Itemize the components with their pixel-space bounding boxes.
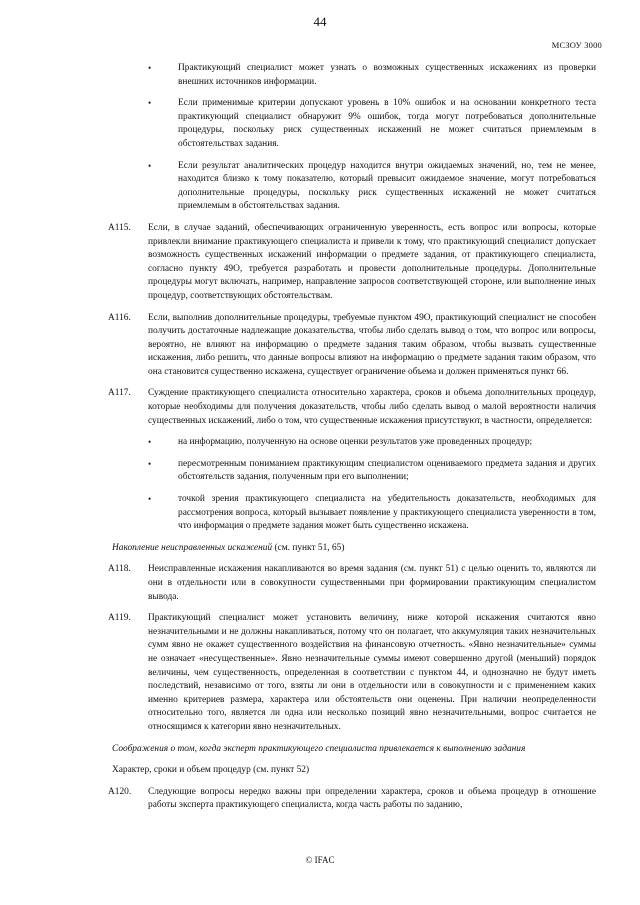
- standard-code: МСЗОУ 3000: [551, 40, 602, 50]
- bullet-icon: •: [148, 494, 152, 505]
- bullet-icon: •: [148, 98, 152, 109]
- footer-copyright: © IFAC: [305, 855, 335, 865]
- paragraph-a116: [108, 312, 596, 380]
- paragraph-label: A115.: [108, 222, 131, 233]
- subheading-title: Накопление неисправленных искажений: [112, 542, 273, 553]
- paragraph-a115: [108, 222, 596, 304]
- list-item: [112, 160, 596, 214]
- paragraph-text: Следующие вопросы нередко важны при определении характера, сроков и объема процедур в отношение работы эксперта практикующего специалиста, когда часть работы по заданию,: [148, 786, 596, 811]
- section-subheading-procedures: Характер, сроки и объем процедур (см. пункт 52): [112, 765, 310, 776]
- bullet-icon: •: [148, 63, 152, 73]
- bullet-text: точкой зрения практикующего специалиста на убедительность доказательств, необходимых для рассмотрения вопроса, который вызывает появление у практикующего специалиста уверенности в том, что информация о предмете задания может быть существенно искажена.: [178, 494, 596, 532]
- bullet-icon: •: [148, 160, 152, 171]
- section-heading-expert: Соображения о том, когда эксперт практикующего специалиста привлекается к выполнению задания: [112, 743, 526, 754]
- paragraph-a120: [108, 786, 596, 813]
- section-subheading: [112, 542, 596, 556]
- bullet-text: Если применимые критерии допускают уровень в 10% ошибок и на основании конкретного теста практикующий специалист обнаружит 9% ошибок, тогда могут потребоваться дополнительные процедуры, поскольку риск существенных искажений не может считаться приемлемым в обстоятельствах задания.: [178, 98, 596, 149]
- paragraph-label: A117.: [108, 388, 131, 399]
- bullet-text: пересмотренным пониманием практикующим специалистом оцениваемого предмета задания и других обстоятельств задания, полученным при его выполнении;: [178, 458, 596, 483]
- bullet-icon: •: [148, 437, 152, 448]
- paragraph-label: A118.: [108, 564, 131, 575]
- paragraph-label: A120.: [108, 786, 132, 797]
- list-item: [112, 436, 596, 450]
- bullet-text: Практикующий специалист может узнать о возможных существенных искажениях из проверки внешних источников информации.: [178, 63, 596, 87]
- bullet-text: Если результат аналитических процедур находится внутри ожидаемых значений, но, тем не менее, находится близко к тому показателю, который превысит ожидаемое значение, могут потребоваться дополнительные процедуры, поскольку риск существенных искажений не может считаться приемлемым в обстоятельствах задания.: [178, 160, 596, 212]
- paragraph-text: Неисправленные искажения накапливаются во время задания (см. пункт 51) с целью оценить то, являются ли они в отдельности или в совокупности существенными при формировании практикующим специалистом вывода.: [148, 564, 596, 602]
- list-item: [112, 458, 596, 485]
- list-item: [112, 62, 596, 89]
- bullet-icon: •: [148, 458, 152, 469]
- paragraph-a117: [108, 387, 596, 428]
- subheading-reference: (см. пункт 51, 65): [272, 542, 345, 553]
- paragraph-text: Суждение практикующего специалиста относительно характера, сроков и объема дополнительных процедур, которые необходимы для получения доказательств, чтобы либо сделать вывод о малой вероятности наличия существенных искажений, либо о том, что существенные искажения присутствуют, в частности, определяется:: [148, 388, 596, 426]
- paragraph-text: Практикующий специалист может установить величину, ниже которой искажения считаются явно незначительными и не должны накапливаться, потому что он полагает, что аккумуляция таких незначительных сумм явно не окажет существенного воздействия на финансовую отчетность. «Явно незначительные» суммы не означает «несущественные». Явно незначительные суммы имеют совершенно другой (меньший) порядок величины, чем существенность, определенная в соответствии с пунктом 44, и однозначно не будут иметь последствий, независимо от того, взяты ли они в отдельности или в совокупности и с применением каких именно критериев размера, характера или обстоятельств они оценены. При наличии неопределенности относительно того, является ли одна или несколько позиций явно незначительными, вопрос считается не относящимся к категории явно незначительных.: [148, 613, 596, 732]
- paragraph-label: A116.: [108, 312, 131, 323]
- page-number: 44: [313, 14, 327, 29]
- paragraph-text: Если, в случае заданий, обеспечивающих ограниченную уверенность, есть вопрос или вопросы, которые привлекли внимание практикующего специалиста и привели к тому, что практикующий специалист допускает возможность существенных искажений информации о предмете задания, от практикующего специалиста, согласно пункту 49О, требуется разработать и провести дополнительные процедуры. Дополнительные процедуры могут включать, например, направление запросов соответствующей стороне, или выполнение иных процедур, соответствующих обстоятельствам.: [148, 222, 596, 301]
- page-content: [108, 62, 596, 821]
- bullet-text: на информацию, полученную на основе оценки результатов уже проведенных процедур;: [178, 437, 533, 448]
- list-item: [112, 97, 596, 151]
- paragraph-text: Если, выполнив дополнительные процедуры, требуемые пунктом 49О, практикующий специалист не способен получить достаточные надлежащие доказательства, чтобы либо сделать вывод о том, что вопрос или вопросы, вероятно, не влияют на информацию о предмете задания таким образом, чтобы вызвать существенные искажения, либо решить, что данные вопросы влияют на информацию о предмете задания таким образом, что она становится существенно искажена, существует ограничение объема и должен применяться пункт 66.: [148, 312, 596, 377]
- paragraph-a118: [108, 563, 596, 604]
- list-item: [112, 493, 596, 534]
- paragraph-a119: [108, 612, 596, 734]
- paragraph-label: A119.: [108, 613, 131, 624]
